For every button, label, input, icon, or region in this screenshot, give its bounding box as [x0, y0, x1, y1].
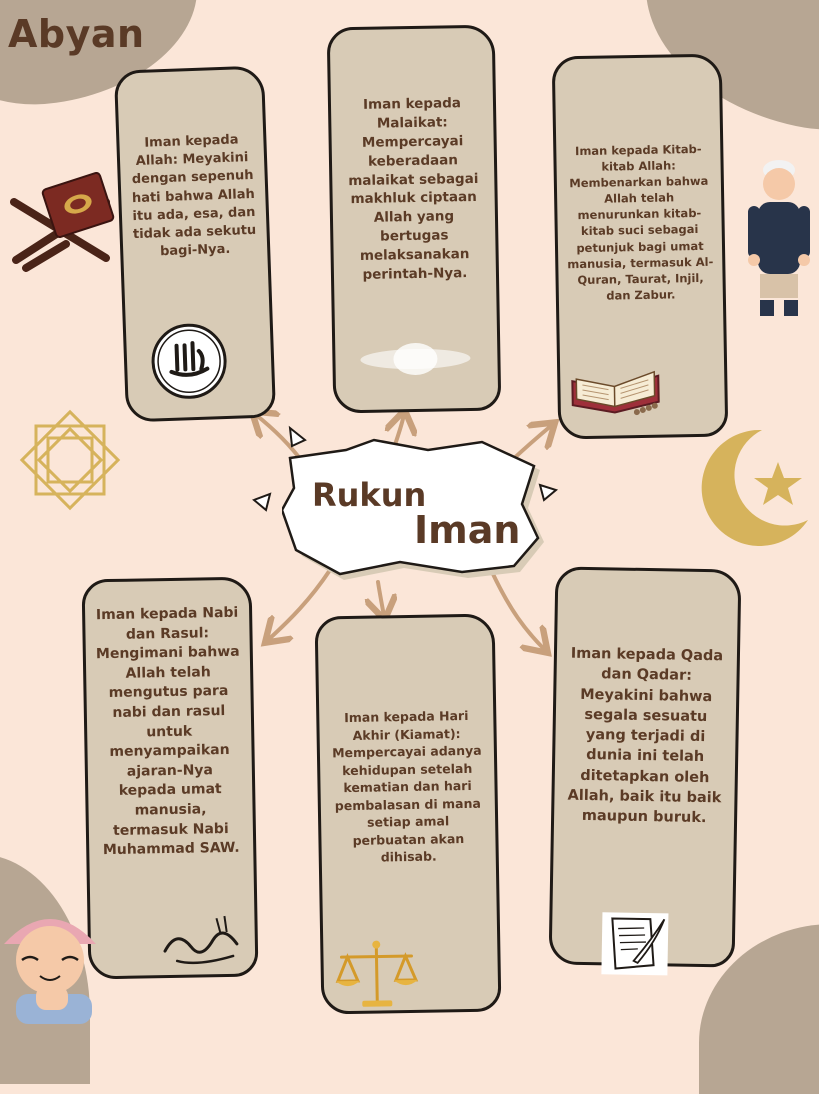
- quran-stand-icon: [6, 172, 118, 272]
- muhammad-calligraphy-icon: [156, 910, 247, 972]
- card-text-hari-akhir: Iman kepada Hari Akhir (Kiamat): Mempercayai adanya kehidupan setelah kematian dan hari pembalasan di mana setiap amal perbuatan akan dihisab.: [326, 629, 488, 867]
- center-title-line2: Iman: [414, 508, 520, 552]
- card-iman-kitab: [552, 54, 729, 440]
- boy-praying-illustration: [0, 900, 110, 1024]
- card-text-malaikat: Iman kepada Malaikat: Mempercayai keberadaan malaikat sebagai makhluk ciptaan Allah yang bertugas melaksanakan perintah-Nya.: [338, 40, 488, 285]
- light-glow-icon: [355, 328, 476, 390]
- allah-calligraphy-icon: [148, 320, 231, 403]
- center-title-box: [282, 438, 548, 586]
- center-title-line1: Rukun: [312, 476, 426, 514]
- card-iman-hari-akhir: [315, 613, 502, 1014]
- islamic-star-icon: [8, 398, 132, 522]
- card-iman-malaikat: [327, 25, 502, 414]
- scroll-quill-icon: [597, 908, 672, 979]
- author-name: Abyan: [8, 12, 145, 56]
- card-iman-allah: [114, 65, 276, 422]
- open-book-icon: [566, 358, 667, 420]
- scales-icon: [331, 936, 422, 1014]
- card-text-allah: Iman kepada Allah: Meyakini dengan sepenuh hati bahwa Allah itu ada, esa, dan tidak ada sekutu bagi-Nya.: [125, 81, 259, 263]
- card-iman-qada-qadar: [549, 566, 742, 967]
- card-text-kitab: Iman kepada Kitab-kitab Allah: Membenarkan bahwa Allah telah menurunkan kitab-kitab suci sebagai petunjuk bagi umat manusia, termasuk Al-Quran, Taurat, Injil, dan Zabur.: [563, 69, 715, 304]
- crescent-star-icon: [692, 424, 816, 548]
- card-text-qada: Iman kepada Qada dan Qadar: Meyakini bahwa segala sesuatu yang terjadi di dunia ini telah ditetapkan oleh Allah, baik itu baik maupun buruk.: [562, 582, 730, 829]
- arrow-to-hari-akhir: [378, 582, 384, 616]
- boy-standing-illustration: [744, 156, 814, 322]
- card-text-nabi: Iman kepada Nabi dan Rasul: Mengimani bahwa Allah telah mengutus para nabi dan rasul untuk menyampaikan ajaran-Nya kepada umat manusia, termasuk Nabi Muhammad SAW.: [93, 592, 246, 861]
